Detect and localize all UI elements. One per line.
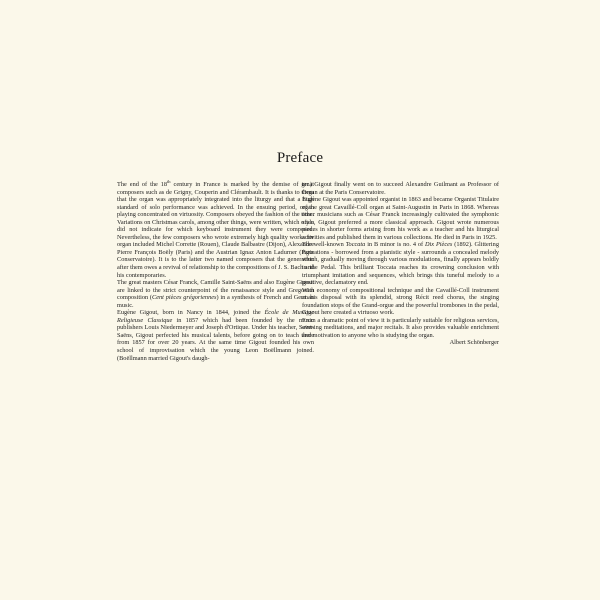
paragraph-technique: With economy of compositional technique and the Cavaillé-Coll instrument at his disposal with its splendid, strong Récit reed chorus, the singing foundation stops of the Grand-orgue and the powerful trombones in the pedal, Gigout here created a virtuoso work. [302, 286, 499, 317]
paragraph-continuation: ter.) Gigout finally went on to succeed Alexandre Guilmant as Professor of Organ at the Paris Conservatoire. [302, 181, 499, 196]
paragraph-organist: Eugène Gigout was appointed organist in 1863 and became Organist Titulaire of the great Cavaillé-Coll organ at Saint-Augustin in Paris in 1868. Whereas other musicians such as César Franck increasingly cultivated the symphonic style, Gigout preferred a more classical approach. Gigout wrote numerous pieces in shorter forms arising from his work as a teacher and his liturgical activities and published them in various collections. He died in Paris in 1925. [302, 196, 499, 241]
author-signature: Albert Schönberger [449, 339, 499, 347]
paragraph-masters: The great masters César Franck, Camille Saint-Saëns and also Eugène Gigout are linked to the strict counterpoint of the renaissance style and Gregorian composition (Cent pièces grégoriennes) in a synthesis of French and German music. [117, 279, 314, 309]
right-column [302, 181, 499, 347]
page-title: Preface [276, 150, 324, 166]
paragraph-usage: From a dramatic point of view it is particularly suitable for religious services, evening meditations, and major recitals. It also provides valuable enrichment and motivation to anyone who is studying the organ. [302, 316, 499, 339]
left-column [117, 178, 315, 362]
paragraph-toccata: The well-known Toccata in B minor is no. 4 of Dix Pièces (1892). Glittering figurations - borrowed from a pianistic style - surrounds a concealed melody which, gradually moving through various modulations, finally appears boldly in the Pedal. This brilliant Toccata reaches its crowning conclusion with triumphant imitation and sequences, which brings this tuneful melody to a positive, declamatory end. [302, 241, 499, 287]
paragraph-intro: The end of the 18th century in France is marked by the demise of great composers such as de Grigny, Couperin and Clérambault. It is thanks to them that the organ was appropriately integrated into the liturgy and that a high standard of solo performance was achieved. In the ensuing period, organ playing concentrated on virtuosity. Composers obeyed the fashion of the time. Variations on Christmas carols, among other things, were written, which often did not indicate for which keyboard instrument they were composed. Nevertheless, the few composers who wrote extremely high quality works for organ included Michel Corrette (Rouen), Claude Balbastre (Dijon), Alexandre Pierre François Boëly (Paris) and the Austrian Ignaz Anton Ladurner (Paris Conservatoire). It is to the latter two named composers that the generation after them owes a revival of relationship to the compositions of J. S. Bach and his contemporaries. [117, 178, 315, 279]
paragraph-gigout-biography: Eugène Gigout, born in Nancy in 1844, joined the École de Musique Religieuse Classique in 1857 which had been founded by the music publishers Louis Niedermeyer and Joseph d'Ortique. Under his teacher, Saint-Saëns, Gigout perfected his musical talents, before going on to teach there from 1857 for over 20 years. At the same time Gigout founded his own school of improvisation which the young Leon Boëllmann joined. (Boëllmann married Gigout's daugh- [117, 309, 314, 362]
